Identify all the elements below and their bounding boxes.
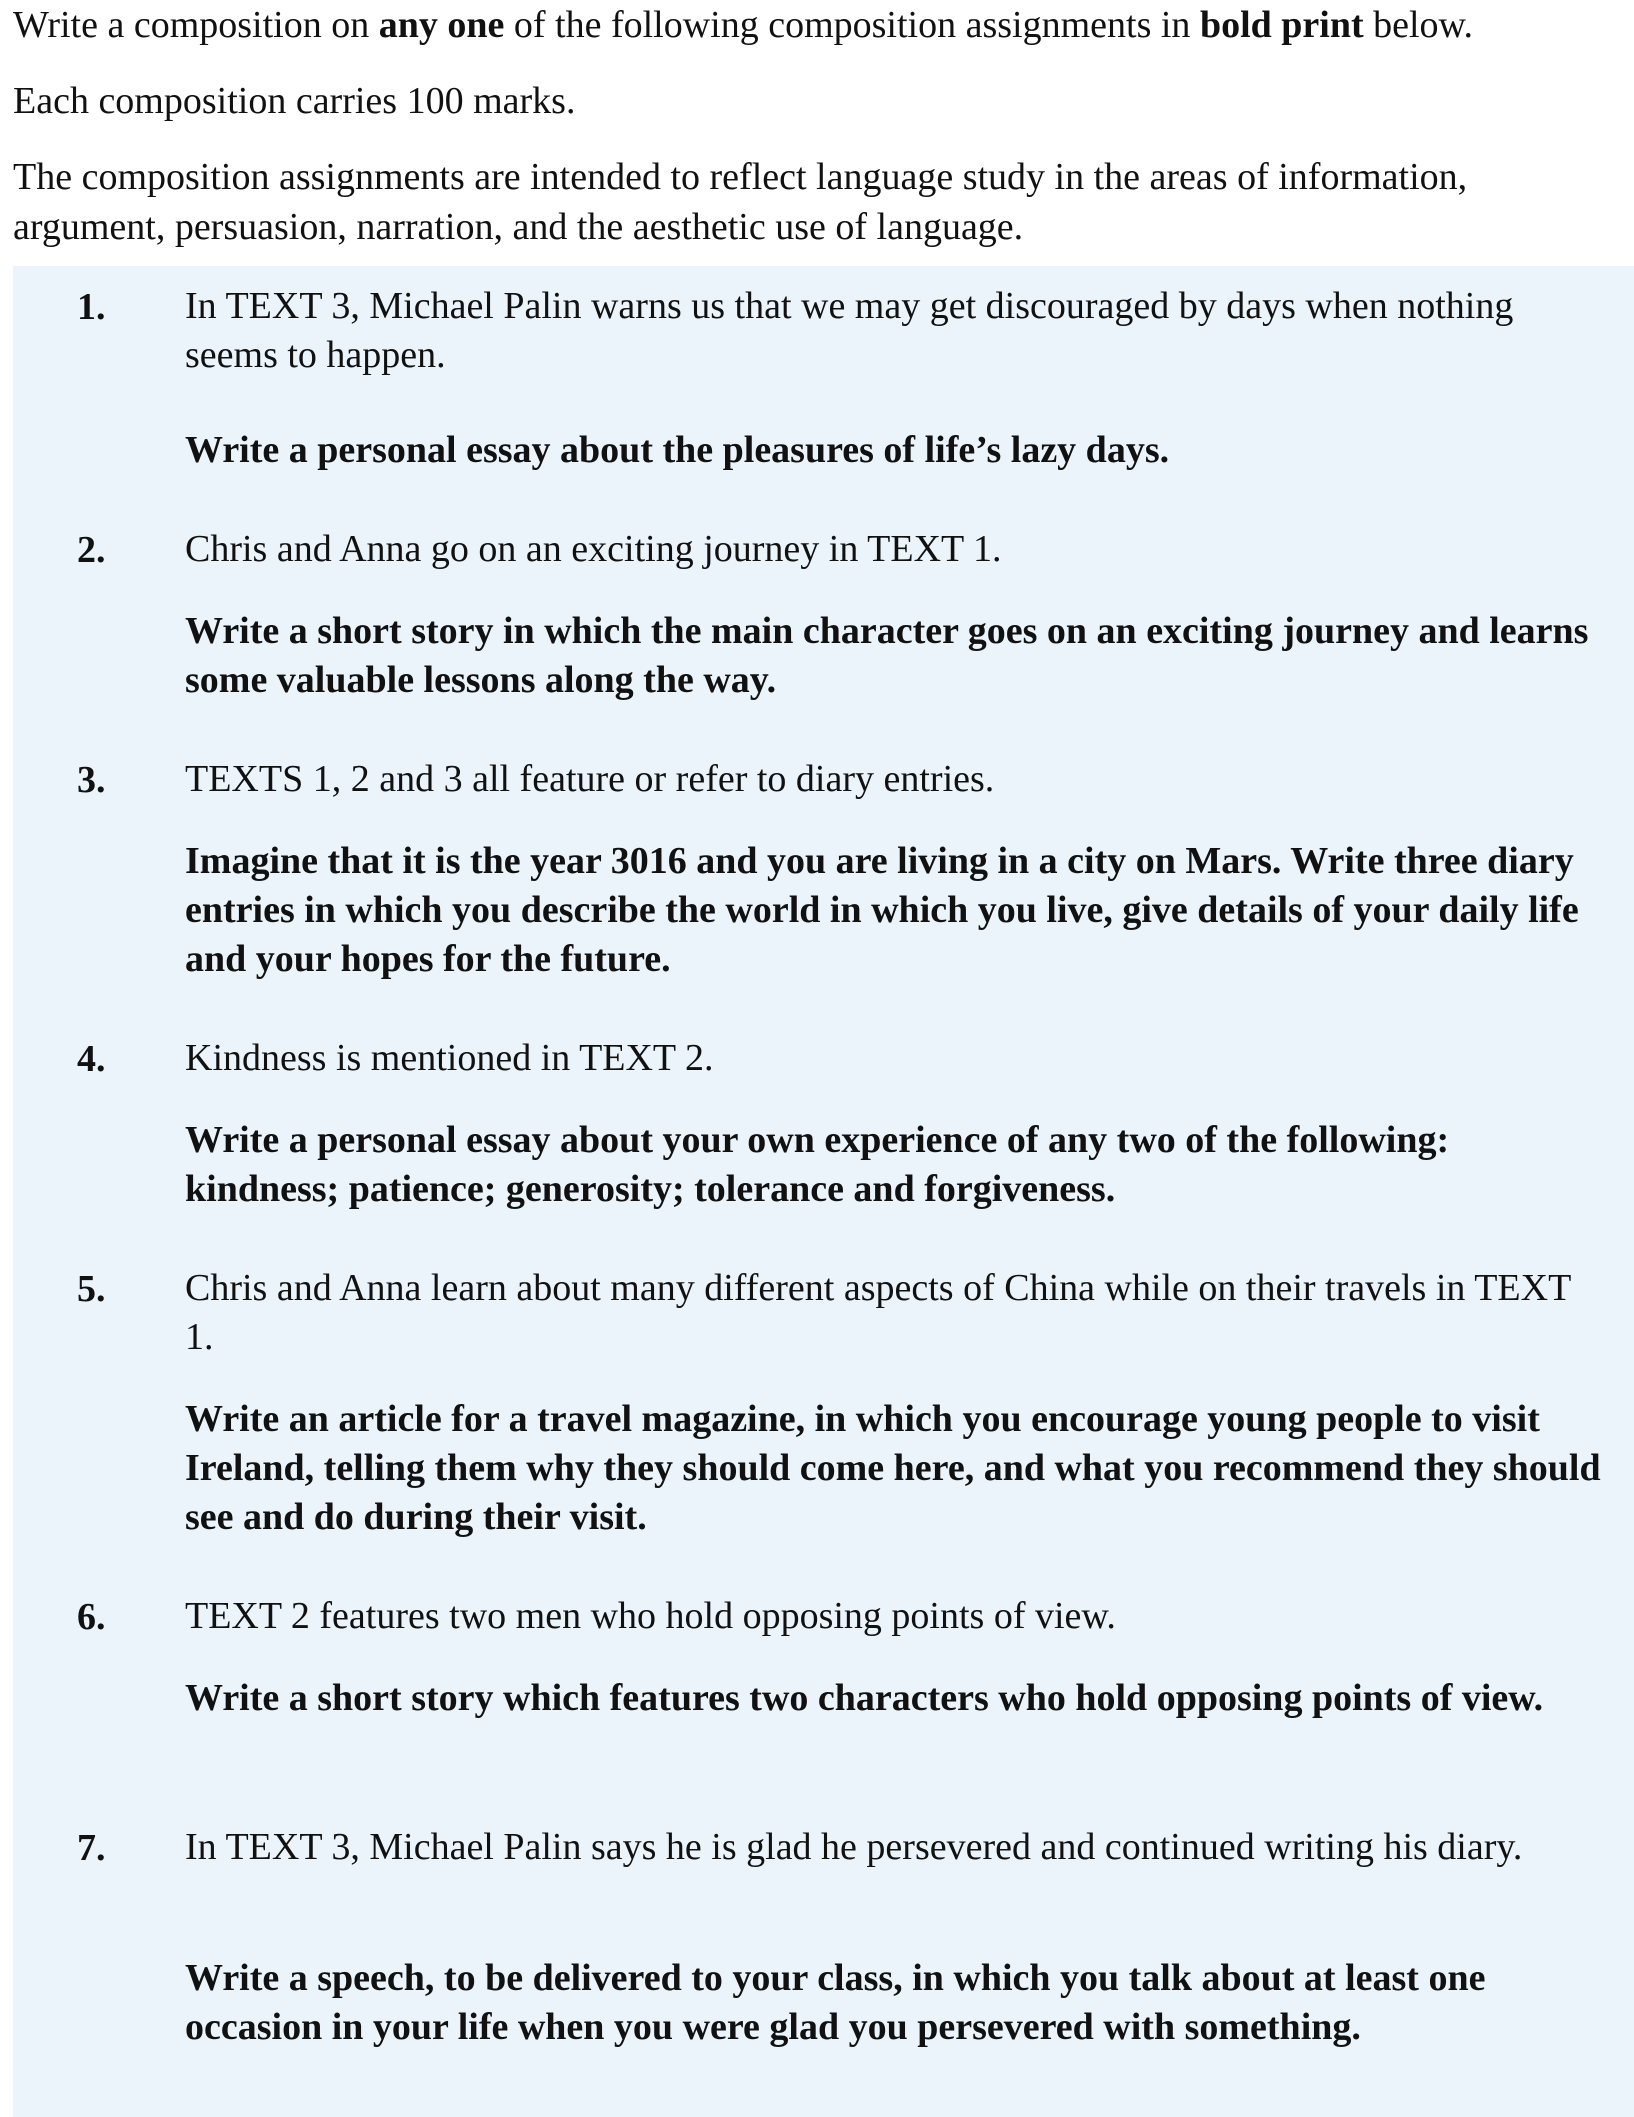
assignment-prompt: Chris and Anna go on an exciting journey in TEXT 1. xyxy=(185,528,1002,570)
assignment-prompt: TEXTS 1, 2 and 3 all feature or refer to diary entries. xyxy=(185,758,995,800)
instructions-line xyxy=(13,0,1628,50)
assignment-prompt: TEXT 2 features two men who hold opposing points of view. xyxy=(185,1595,1116,1637)
assignment-prompt: Chris and Anna learn about many different aspects of China while on their travels in TEXT 1. xyxy=(185,1267,1571,1358)
assignment-prompt: In TEXT 3, Michael Palin warns us that we may get discouraged by days when nothing seems to happen. xyxy=(185,285,1514,376)
assignment-number: 5. xyxy=(77,1268,106,1310)
assignment-number: 1. xyxy=(77,286,106,328)
marks-note: Each composition carries 100 marks. xyxy=(13,80,576,122)
assignment-number: 4. xyxy=(77,1038,106,1080)
assignment-task: Write a short story in which the main character goes on an exciting journey and learns some valuable lessons along the way. xyxy=(185,610,1589,701)
instructions-text: below. xyxy=(1363,4,1474,46)
assignment-task: Write an article for a travel magazine, in which you encourage young people to visit Ireland, telling them why they should come here, and what you recommend they should see and do during their visit. xyxy=(185,1398,1601,1538)
assignment-task: Write a personal essay about your own experience of any two of the following: kindness; patience; generosity; tolerance and forgiveness. xyxy=(185,1119,1450,1210)
assignment-number: 7. xyxy=(77,1827,106,1869)
assignment-task: Write a personal essay about the pleasures of life’s lazy days. xyxy=(185,429,1170,471)
assignment-prompt: In TEXT 3, Michael Palin says he is glad he persevered and continued writing his diary. xyxy=(185,1826,1523,1868)
assignment-number: 6. xyxy=(77,1596,106,1638)
purpose-note: The composition assignments are intended to reflect language study in the areas of information, argument, persuasion, narration, and the aesthetic use of language. xyxy=(13,156,1468,248)
instructions-text: Write a composition on xyxy=(13,4,379,46)
assignment-task: Write a speech, to be delivered to your class, in which you talk about at least one occasion in your life when you were glad you persevered with something. xyxy=(185,1957,1486,2048)
assignment-task: Imagine that it is the year 3016 and you are living in a city on Mars. Write three diary entries in which you describe the world in which you live, give details of your daily life and your hopes for the future. xyxy=(185,840,1579,980)
instructions-text: of the following composition assignments in xyxy=(504,4,1200,46)
assignment-number: 2. xyxy=(77,529,106,571)
assignment-prompt: Kindness is mentioned in TEXT 2. xyxy=(185,1037,714,1079)
emphasis-bold-print: bold print xyxy=(1199,4,1364,46)
emphasis-any-one: any one xyxy=(378,4,505,46)
assignments-panel xyxy=(13,266,1634,2117)
assignment-number: 3. xyxy=(77,759,106,801)
assignment-task: Write a short story which features two characters who hold opposing points of view. xyxy=(185,1677,1544,1719)
